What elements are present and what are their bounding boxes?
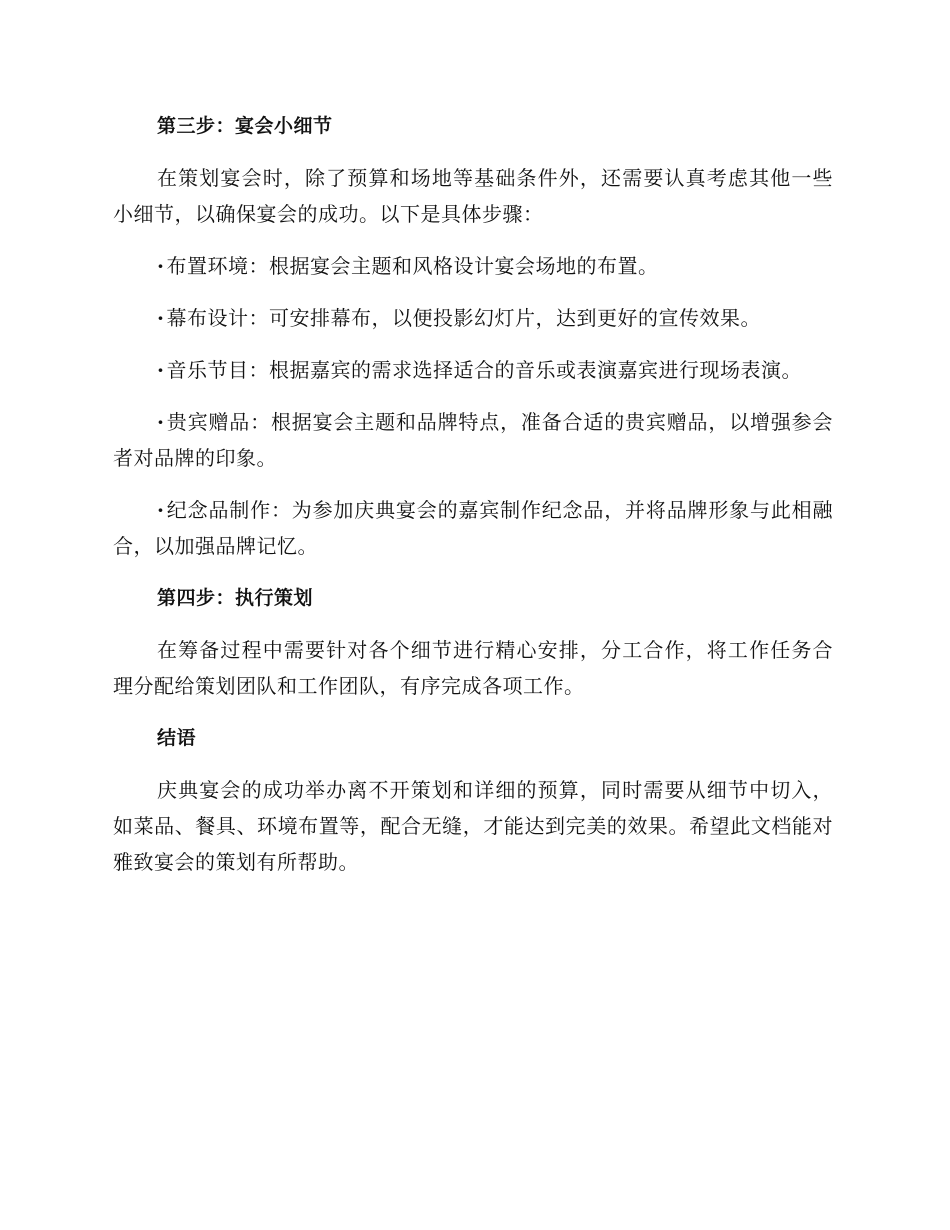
section-heading-conclusion: 结语 — [157, 727, 197, 749]
bullet-item-layout — [113, 248, 833, 284]
bullet-marker: · — [157, 410, 165, 434]
paragraph-step-four: 在筹备过程中需要针对各个细节进行精心安排，分工合作，将工作任务合理分配给策划团队和工作团队，有序完成各项工作。 — [113, 638, 833, 698]
bullet-item-gifts — [113, 404, 833, 476]
document-body — [113, 108, 833, 896]
bullet-item-curtain — [113, 300, 833, 336]
bullet-text: 音乐节目：根据嘉宾的需求选择适合的音乐或表演嘉宾进行现场表演。 — [166, 358, 802, 382]
bullet-text: 幕布设计：可安排幕布，以便投影幻灯片，达到更好的宣传效果。 — [166, 306, 761, 330]
paragraph-conclusion: 庆典宴会的成功举办离不开策划和详细的预算，同时需要从细节中切入，如菜品、餐具、环境布置等，配合无缝，才能达到完美的效果。希望此文档能对雅致宴会的策划有所帮助。 — [113, 778, 833, 874]
section-heading-step-three: 第三步：宴会小细节 — [157, 115, 333, 137]
bullet-marker: · — [157, 254, 165, 278]
bullet-marker: · — [157, 358, 165, 382]
bullet-text: 纪念品制作：为参加庆典宴会的嘉宾制作纪念品，并将品牌形象与此相融合，以加强品牌记忆。 — [113, 498, 833, 558]
bullet-item-music — [113, 352, 833, 388]
paragraph-step-three-intro: 在策划宴会时，除了预算和场地等基础条件外，还需要认真考虑其他一些小细节，以确保宴会的成功。以下是具体步骤： — [113, 166, 833, 226]
bullet-marker: · — [157, 306, 165, 330]
bullet-marker: · — [157, 498, 165, 522]
bullet-text: 布置环境：根据宴会主题和风格设计宴会场地的布置。 — [166, 254, 659, 278]
bullet-item-souvenirs — [113, 492, 833, 564]
section-heading-step-four: 第四步：执行策划 — [157, 587, 314, 609]
bullet-text: 贵宾赠品：根据宴会主题和品牌特点，准备合适的贵宾赠品，以增强参会者对品牌的印象。 — [113, 410, 833, 470]
